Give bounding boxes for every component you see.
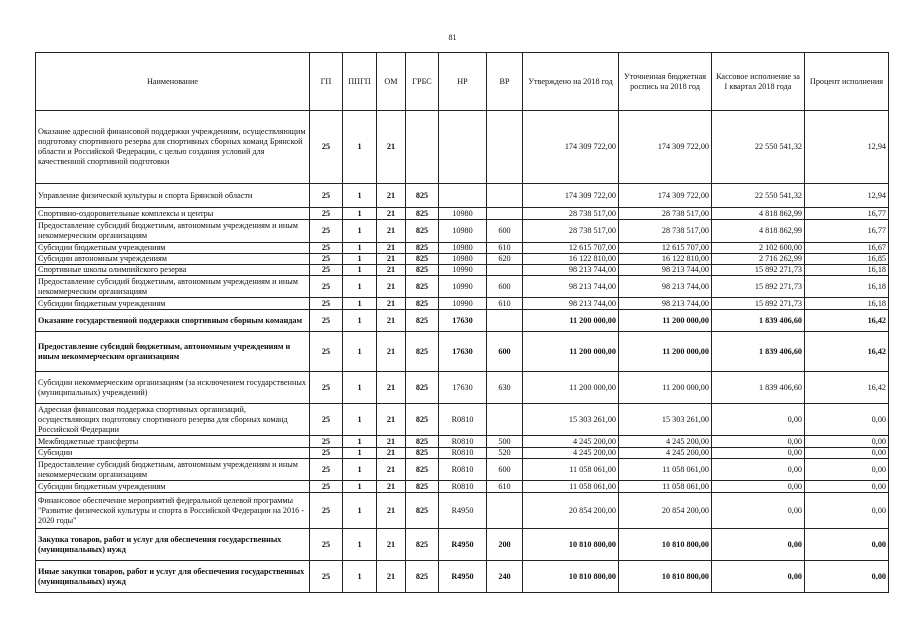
cell-nr: 10990 bbox=[439, 276, 487, 298]
cell-ppgp: 1 bbox=[343, 184, 377, 208]
cell-refined: 28 738 517,00 bbox=[619, 208, 712, 220]
cell-cash: 0,00 bbox=[712, 561, 805, 593]
cell-name: Управление физической культуры и спорта Брянской области bbox=[36, 184, 310, 208]
header-cash: Кассовое исполнение за I квартал 2018 года bbox=[712, 53, 805, 111]
table-row bbox=[36, 254, 889, 265]
cell-om: 21 bbox=[377, 220, 406, 243]
cell-om: 21 bbox=[377, 184, 406, 208]
cell-gp: 25 bbox=[310, 265, 343, 276]
cell-vr: 600 bbox=[487, 459, 523, 481]
cell-refined: 15 303 261,00 bbox=[619, 404, 712, 436]
cell-name: Финансовое обеспечение мероприятий федеральной целевой программы "Развитие физической культуры и спорта в Российской Федерации на 2016 - 2020 годы" bbox=[36, 493, 310, 529]
cell-cash: 0,00 bbox=[712, 481, 805, 493]
cell-nr: 10990 bbox=[439, 298, 487, 310]
cell-ppgp: 1 bbox=[343, 404, 377, 436]
table-row bbox=[36, 184, 889, 208]
cell-percent: 16,18 bbox=[805, 276, 889, 298]
cell-cash: 2 716 262,99 bbox=[712, 254, 805, 265]
cell-grbs: 825 bbox=[406, 459, 439, 481]
cell-om: 21 bbox=[377, 111, 406, 184]
cell-refined: 4 245 200,00 bbox=[619, 436, 712, 448]
cell-refined: 174 309 722,00 bbox=[619, 111, 712, 184]
cell-nr: R4950 bbox=[439, 561, 487, 593]
cell-refined: 20 854 200,00 bbox=[619, 493, 712, 529]
cell-name: Оказание государственной поддержки спортивным сборным командам bbox=[36, 310, 310, 332]
header-row bbox=[36, 53, 889, 111]
cell-ppgp: 1 bbox=[343, 243, 377, 254]
cell-nr: R0810 bbox=[439, 459, 487, 481]
cell-percent: 0,00 bbox=[805, 529, 889, 561]
table-row bbox=[36, 404, 889, 436]
cell-percent: 16,42 bbox=[805, 310, 889, 332]
table-row bbox=[36, 561, 889, 593]
cell-nr: R0810 bbox=[439, 404, 487, 436]
cell-cash: 4 818 862,99 bbox=[712, 208, 805, 220]
cell-ppgp: 1 bbox=[343, 493, 377, 529]
cell-approved: 4 245 200,00 bbox=[523, 448, 619, 459]
cell-gp: 25 bbox=[310, 332, 343, 372]
cell-grbs: 825 bbox=[406, 298, 439, 310]
cell-approved: 11 200 000,00 bbox=[523, 332, 619, 372]
cell-refined: 11 200 000,00 bbox=[619, 372, 712, 404]
cell-name: Субсидии бюджетным учреждениям bbox=[36, 298, 310, 310]
cell-refined: 98 213 744,00 bbox=[619, 276, 712, 298]
cell-name: Спортивные школы олимпийского резерва bbox=[36, 265, 310, 276]
cell-name: Закупка товаров, работ и услуг для обеспечения государственных (муниципальных) нужд bbox=[36, 529, 310, 561]
table-row bbox=[36, 332, 889, 372]
cell-vr: 600 bbox=[487, 332, 523, 372]
cell-approved: 10 810 800,00 bbox=[523, 529, 619, 561]
cell-refined: 11 200 000,00 bbox=[619, 310, 712, 332]
cell-nr: 10980 bbox=[439, 208, 487, 220]
cell-grbs bbox=[406, 111, 439, 184]
header-vr: ВР bbox=[487, 53, 523, 111]
cell-nr: R0810 bbox=[439, 448, 487, 459]
cell-nr: 17630 bbox=[439, 372, 487, 404]
cell-approved: 12 615 707,00 bbox=[523, 243, 619, 254]
cell-grbs: 825 bbox=[406, 561, 439, 593]
cell-om: 21 bbox=[377, 310, 406, 332]
cell-cash: 0,00 bbox=[712, 448, 805, 459]
cell-approved: 11 058 061,00 bbox=[523, 459, 619, 481]
cell-nr: 10980 bbox=[439, 243, 487, 254]
table-row bbox=[36, 372, 889, 404]
cell-gp: 25 bbox=[310, 220, 343, 243]
cell-ppgp: 1 bbox=[343, 372, 377, 404]
cell-grbs: 825 bbox=[406, 404, 439, 436]
cell-name: Предоставление субсидий бюджетным, автономным учреждениям и иным некоммерческим организациям bbox=[36, 332, 310, 372]
cell-percent: 12,94 bbox=[805, 184, 889, 208]
cell-om: 21 bbox=[377, 276, 406, 298]
cell-om: 21 bbox=[377, 254, 406, 265]
cell-gp: 25 bbox=[310, 276, 343, 298]
cell-approved: 11 058 061,00 bbox=[523, 481, 619, 493]
cell-ppgp: 1 bbox=[343, 436, 377, 448]
cell-grbs: 825 bbox=[406, 493, 439, 529]
cell-cash: 22 550 541,32 bbox=[712, 111, 805, 184]
cell-gp: 25 bbox=[310, 561, 343, 593]
header-gp: ГП bbox=[310, 53, 343, 111]
table-row bbox=[36, 220, 889, 243]
cell-percent: 16,42 bbox=[805, 332, 889, 372]
cell-gp: 25 bbox=[310, 254, 343, 265]
cell-grbs: 825 bbox=[406, 184, 439, 208]
cell-gp: 25 bbox=[310, 298, 343, 310]
cell-om: 21 bbox=[377, 436, 406, 448]
cell-name: Оказание адресной финансовой поддержки учреждениям, осуществляющим подготовку спортивного резерва для спортивных сборных команд Брянской области и Российской Федерации, с целью создания условий для качественной спортивной подготовки bbox=[36, 111, 310, 184]
cell-cash: 1 839 406,60 bbox=[712, 310, 805, 332]
cell-ppgp: 1 bbox=[343, 298, 377, 310]
cell-om: 21 bbox=[377, 298, 406, 310]
cell-name: Межбюджетные трансферты bbox=[36, 436, 310, 448]
cell-approved: 4 245 200,00 bbox=[523, 436, 619, 448]
cell-name: Субсидии бюджетным учреждениям bbox=[36, 481, 310, 493]
cell-nr: R4950 bbox=[439, 493, 487, 529]
cell-refined: 10 810 800,00 bbox=[619, 561, 712, 593]
header-ppgp: ППГП bbox=[343, 53, 377, 111]
cell-grbs: 825 bbox=[406, 372, 439, 404]
cell-om: 21 bbox=[377, 459, 406, 481]
header-om: ОМ bbox=[377, 53, 406, 111]
cell-percent: 16,18 bbox=[805, 298, 889, 310]
header-percent: Процент исполнения bbox=[805, 53, 889, 111]
table-row bbox=[36, 276, 889, 298]
cell-cash: 0,00 bbox=[712, 493, 805, 529]
cell-refined: 4 245 200,00 bbox=[619, 448, 712, 459]
cell-ppgp: 1 bbox=[343, 529, 377, 561]
cell-om: 21 bbox=[377, 561, 406, 593]
cell-cash: 0,00 bbox=[712, 529, 805, 561]
cell-nr: R0810 bbox=[439, 436, 487, 448]
cell-grbs: 825 bbox=[406, 310, 439, 332]
cell-percent: 0,00 bbox=[805, 436, 889, 448]
cell-vr bbox=[487, 111, 523, 184]
cell-ppgp: 1 bbox=[343, 265, 377, 276]
cell-ppgp: 1 bbox=[343, 448, 377, 459]
cell-ppgp: 1 bbox=[343, 481, 377, 493]
cell-cash: 15 892 271,73 bbox=[712, 298, 805, 310]
cell-nr: R4950 bbox=[439, 529, 487, 561]
header-nr: НР bbox=[439, 53, 487, 111]
cell-grbs: 825 bbox=[406, 265, 439, 276]
cell-percent: 0,00 bbox=[805, 448, 889, 459]
cell-gp: 25 bbox=[310, 404, 343, 436]
cell-vr: 610 bbox=[487, 243, 523, 254]
cell-percent: 16,67 bbox=[805, 243, 889, 254]
cell-percent: 16,77 bbox=[805, 208, 889, 220]
cell-vr: 610 bbox=[487, 298, 523, 310]
cell-ppgp: 1 bbox=[343, 111, 377, 184]
cell-refined: 10 810 800,00 bbox=[619, 529, 712, 561]
cell-approved: 174 309 722,00 bbox=[523, 184, 619, 208]
cell-om: 21 bbox=[377, 243, 406, 254]
cell-om: 21 bbox=[377, 404, 406, 436]
cell-approved: 11 200 000,00 bbox=[523, 310, 619, 332]
cell-approved: 174 309 722,00 bbox=[523, 111, 619, 184]
cell-cash: 1 839 406,60 bbox=[712, 372, 805, 404]
cell-cash: 0,00 bbox=[712, 436, 805, 448]
table-row bbox=[36, 243, 889, 254]
cell-approved: 98 213 744,00 bbox=[523, 276, 619, 298]
cell-vr: 500 bbox=[487, 436, 523, 448]
cell-percent: 12,94 bbox=[805, 111, 889, 184]
cell-name: Иные закупки товаров, работ и услуг для обеспечения государственных (муниципальных) нужд bbox=[36, 561, 310, 593]
cell-cash: 1 839 406,60 bbox=[712, 332, 805, 372]
cell-vr bbox=[487, 310, 523, 332]
cell-refined: 11 058 061,00 bbox=[619, 481, 712, 493]
cell-om: 21 bbox=[377, 265, 406, 276]
cell-gp: 25 bbox=[310, 481, 343, 493]
cell-name: Субсидии bbox=[36, 448, 310, 459]
cell-ppgp: 1 bbox=[343, 276, 377, 298]
cell-grbs: 825 bbox=[406, 208, 439, 220]
cell-refined: 16 122 810,00 bbox=[619, 254, 712, 265]
cell-percent: 16,42 bbox=[805, 372, 889, 404]
cell-cash: 15 892 271,73 bbox=[712, 276, 805, 298]
cell-percent: 16,77 bbox=[805, 220, 889, 243]
cell-name: Предоставление субсидий бюджетным, автономным учреждениям и иным некоммерческим организациям bbox=[36, 459, 310, 481]
cell-approved: 15 303 261,00 bbox=[523, 404, 619, 436]
cell-gp: 25 bbox=[310, 436, 343, 448]
cell-vr: 200 bbox=[487, 529, 523, 561]
cell-vr: 620 bbox=[487, 254, 523, 265]
cell-om: 21 bbox=[377, 529, 406, 561]
table-row bbox=[36, 481, 889, 493]
cell-gp: 25 bbox=[310, 184, 343, 208]
cell-cash: 2 102 600,00 bbox=[712, 243, 805, 254]
cell-vr: 610 bbox=[487, 481, 523, 493]
cell-om: 21 bbox=[377, 208, 406, 220]
cell-grbs: 825 bbox=[406, 220, 439, 243]
header-approved: Утверждено на 2018 год bbox=[523, 53, 619, 111]
cell-nr: 10980 bbox=[439, 220, 487, 243]
cell-name: Предоставление субсидий бюджетным, автономным учреждениям и иным некоммерческим организациям bbox=[36, 276, 310, 298]
header-name: Наименование bbox=[36, 53, 310, 111]
cell-gp: 25 bbox=[310, 208, 343, 220]
cell-refined: 11 058 061,00 bbox=[619, 459, 712, 481]
cell-name: Адресная финансовая поддержка спортивных организаций, осуществляющих подготовку спортивного резерва для сборных команд Российской Федерации bbox=[36, 404, 310, 436]
cell-ppgp: 1 bbox=[343, 208, 377, 220]
cell-cash: 15 892 271,73 bbox=[712, 265, 805, 276]
cell-grbs: 825 bbox=[406, 243, 439, 254]
table-row bbox=[36, 529, 889, 561]
table-row bbox=[36, 493, 889, 529]
table-row bbox=[36, 448, 889, 459]
cell-percent: 0,00 bbox=[805, 481, 889, 493]
cell-grbs: 825 bbox=[406, 276, 439, 298]
cell-approved: 10 810 800,00 bbox=[523, 561, 619, 593]
cell-cash: 4 818 862,99 bbox=[712, 220, 805, 243]
table-row bbox=[36, 459, 889, 481]
cell-gp: 25 bbox=[310, 448, 343, 459]
cell-approved: 28 738 517,00 bbox=[523, 220, 619, 243]
header-refined: Уточненная бюджетная роспись на 2018 год bbox=[619, 53, 712, 111]
table-row bbox=[36, 111, 889, 184]
budget-table bbox=[35, 52, 889, 593]
cell-refined: 11 200 000,00 bbox=[619, 332, 712, 372]
cell-percent: 16,85 bbox=[805, 254, 889, 265]
table-row bbox=[36, 310, 889, 332]
cell-vr: 600 bbox=[487, 220, 523, 243]
cell-name: Субсидии бюджетным учреждениям bbox=[36, 243, 310, 254]
cell-om: 21 bbox=[377, 481, 406, 493]
cell-cash: 22 550 541,32 bbox=[712, 184, 805, 208]
table-row bbox=[36, 265, 889, 276]
cell-ppgp: 1 bbox=[343, 332, 377, 372]
cell-name: Предоставление субсидий бюджетным, автономным учреждениям и иным некоммерческим организациям bbox=[36, 220, 310, 243]
cell-ppgp: 1 bbox=[343, 459, 377, 481]
page-number: 81 bbox=[448, 33, 457, 42]
cell-gp: 25 bbox=[310, 243, 343, 254]
cell-nr bbox=[439, 184, 487, 208]
cell-gp: 25 bbox=[310, 111, 343, 184]
cell-cash: 0,00 bbox=[712, 404, 805, 436]
cell-vr bbox=[487, 404, 523, 436]
cell-grbs: 825 bbox=[406, 254, 439, 265]
cell-percent: 0,00 bbox=[805, 493, 889, 529]
cell-gp: 25 bbox=[310, 493, 343, 529]
cell-om: 21 bbox=[377, 448, 406, 459]
cell-grbs: 825 bbox=[406, 481, 439, 493]
cell-ppgp: 1 bbox=[343, 220, 377, 243]
cell-nr: 17630 bbox=[439, 332, 487, 372]
cell-refined: 98 213 744,00 bbox=[619, 265, 712, 276]
cell-percent: 0,00 bbox=[805, 459, 889, 481]
cell-vr: 630 bbox=[487, 372, 523, 404]
cell-approved: 11 200 000,00 bbox=[523, 372, 619, 404]
cell-name: Субсидии некоммерческим организациям (за исключением государственных (муниципальных) учреждений) bbox=[36, 372, 310, 404]
cell-ppgp: 1 bbox=[343, 310, 377, 332]
cell-cash: 0,00 bbox=[712, 459, 805, 481]
cell-name: Субсидии автономным учреждениям bbox=[36, 254, 310, 265]
cell-approved: 98 213 744,00 bbox=[523, 265, 619, 276]
cell-nr bbox=[439, 111, 487, 184]
cell-nr: R0810 bbox=[439, 481, 487, 493]
cell-om: 21 bbox=[377, 372, 406, 404]
cell-vr: 240 bbox=[487, 561, 523, 593]
cell-om: 21 bbox=[377, 493, 406, 529]
cell-approved: 28 738 517,00 bbox=[523, 208, 619, 220]
cell-percent: 0,00 bbox=[805, 561, 889, 593]
cell-nr: 10980 bbox=[439, 254, 487, 265]
cell-vr: 520 bbox=[487, 448, 523, 459]
cell-gp: 25 bbox=[310, 529, 343, 561]
cell-ppgp: 1 bbox=[343, 254, 377, 265]
cell-nr: 10990 bbox=[439, 265, 487, 276]
table-row bbox=[36, 208, 889, 220]
cell-vr: 600 bbox=[487, 276, 523, 298]
cell-vr bbox=[487, 265, 523, 276]
cell-percent: 0,00 bbox=[805, 404, 889, 436]
cell-percent: 16,18 bbox=[805, 265, 889, 276]
cell-gp: 25 bbox=[310, 459, 343, 481]
cell-grbs: 825 bbox=[406, 448, 439, 459]
cell-approved: 16 122 810,00 bbox=[523, 254, 619, 265]
cell-vr bbox=[487, 208, 523, 220]
cell-grbs: 825 bbox=[406, 332, 439, 372]
cell-refined: 174 309 722,00 bbox=[619, 184, 712, 208]
cell-nr: 17630 bbox=[439, 310, 487, 332]
cell-gp: 25 bbox=[310, 372, 343, 404]
header-grbs: ГРБС bbox=[406, 53, 439, 111]
cell-name: Спортивно-оздоровительные комплексы и центры bbox=[36, 208, 310, 220]
cell-approved: 20 854 200,00 bbox=[523, 493, 619, 529]
cell-refined: 12 615 707,00 bbox=[619, 243, 712, 254]
cell-grbs: 825 bbox=[406, 529, 439, 561]
cell-refined: 28 738 517,00 bbox=[619, 220, 712, 243]
cell-approved: 98 213 744,00 bbox=[523, 298, 619, 310]
table-row bbox=[36, 298, 889, 310]
cell-gp: 25 bbox=[310, 310, 343, 332]
table-row bbox=[36, 436, 889, 448]
cell-grbs: 825 bbox=[406, 436, 439, 448]
cell-ppgp: 1 bbox=[343, 561, 377, 593]
cell-vr bbox=[487, 493, 523, 529]
cell-om: 21 bbox=[377, 332, 406, 372]
cell-vr bbox=[487, 184, 523, 208]
cell-refined: 98 213 744,00 bbox=[619, 298, 712, 310]
